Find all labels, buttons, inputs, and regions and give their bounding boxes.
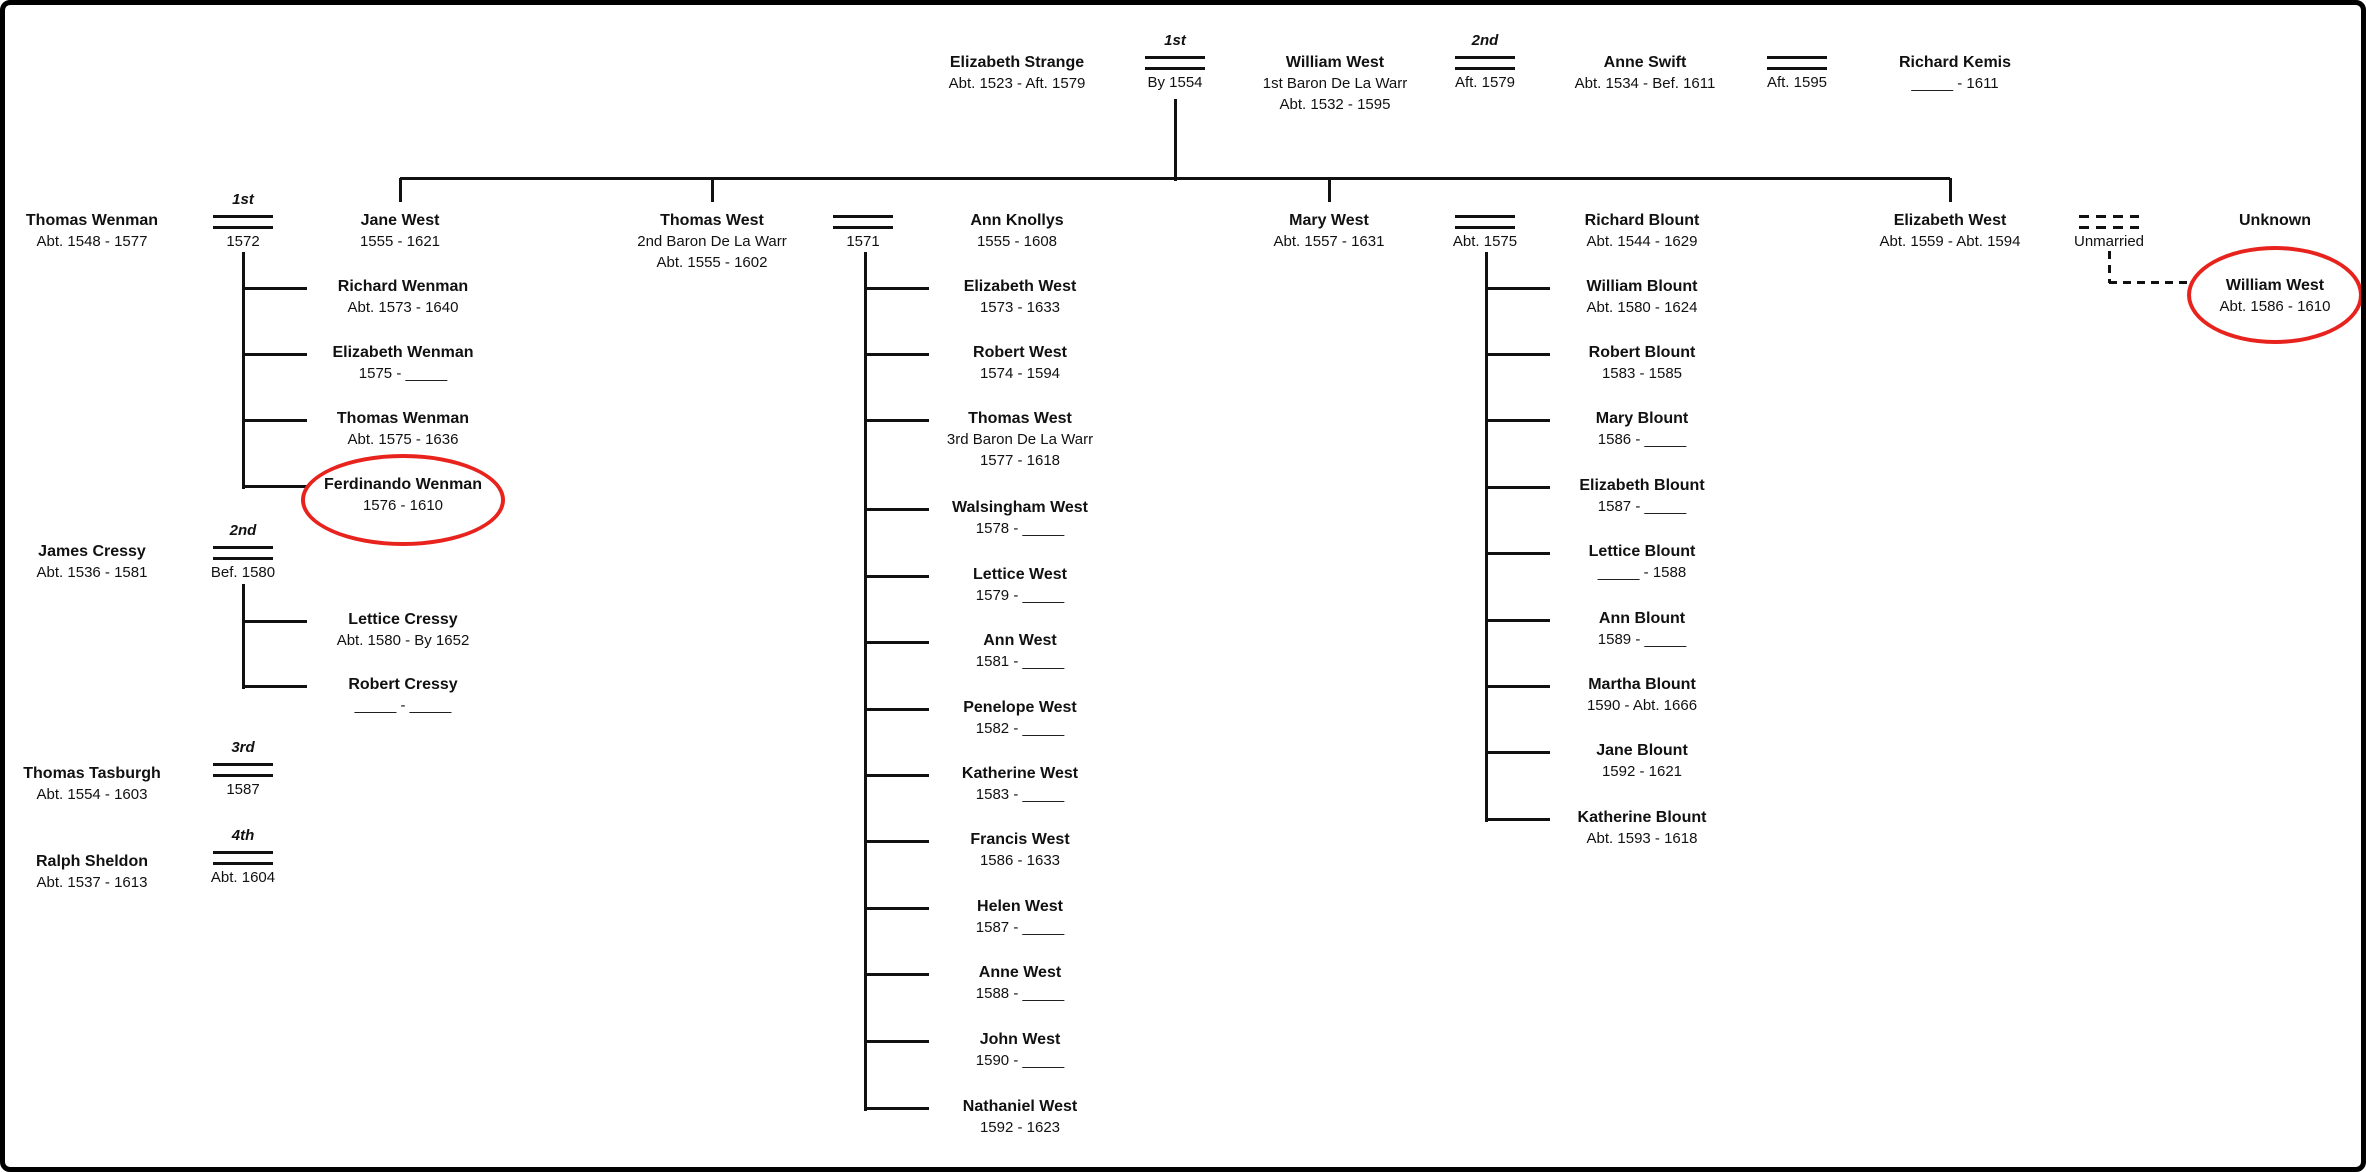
- person-name: Thomas Wenman: [25, 212, 159, 229]
- person-dates: Abt. 1532 - 1595: [1279, 96, 1391, 113]
- person-dates: 1575 - _____: [358, 365, 448, 382]
- person-name: Thomas West: [660, 212, 764, 229]
- person-name: Thomas Tasburgh: [23, 765, 161, 782]
- marriage-ordinal: 2nd: [1471, 32, 1499, 49]
- person-dates: Abt. 1559 - Abt. 1594: [1879, 233, 2021, 250]
- person-name: William Blount: [1586, 278, 1698, 295]
- person-name: Elizabeth Wenman: [332, 344, 474, 361]
- person-dates: Abt. 1580 - By 1652: [336, 632, 470, 649]
- person-dates: _____ - 1611: [1911, 75, 1999, 92]
- person-name: Anne West: [978, 964, 1062, 981]
- person-dates: 1581 - _____: [975, 653, 1065, 670]
- person-name: James Cressy: [38, 543, 146, 560]
- person-name: Helen West: [977, 898, 1063, 915]
- person-dates: 1574 - 1594: [979, 365, 1061, 382]
- marriage-ordinal: 1st: [1164, 32, 1186, 49]
- person-dates: 1576 - 1610: [362, 497, 444, 514]
- person-name: Robert Cressy: [348, 676, 458, 693]
- person-name: Unknown: [2239, 212, 2311, 229]
- person-dates: 1587 - _____: [975, 919, 1065, 936]
- marriage-date: 1587: [226, 781, 260, 798]
- person-dates: 1579 - _____: [975, 587, 1065, 604]
- person-name: Ann Blount: [1598, 610, 1686, 627]
- person-name: Katherine Blount: [1577, 809, 1707, 826]
- person-dates: 1555 - 1608: [976, 233, 1058, 250]
- person-name: Robert Blount: [1588, 344, 1696, 361]
- person-dates: Abt. 1575 - 1636: [347, 431, 459, 448]
- marriage-date: Abt. 1604: [210, 869, 276, 886]
- person-dates: 1583 - _____: [975, 786, 1065, 803]
- person-name: Walsingham West: [951, 499, 1089, 516]
- highlight-circles-layer: [5, 5, 2361, 1167]
- person-dates: 1577 - 1618: [979, 452, 1061, 469]
- person-dates: 1586 - 1633: [979, 852, 1061, 869]
- person-name: Lettice Blount: [1588, 543, 1696, 560]
- person-name: Penelope West: [963, 699, 1077, 716]
- highlight-ellipse-william-west-son-circle: [2187, 246, 2363, 344]
- person-dates: Abt. 1557 - 1631: [1273, 233, 1385, 250]
- marriage-date: Aft. 1595: [1766, 74, 1828, 91]
- person-name: John West: [979, 1031, 1061, 1048]
- person-name: William West: [2225, 277, 2325, 294]
- person-dates: 1588 - _____: [975, 985, 1065, 1002]
- person-dates: 1589 - _____: [1597, 631, 1687, 648]
- person-dates: Abt. 1555 - 1602: [656, 254, 768, 271]
- person-dates: 1st Baron De La Warr: [1262, 75, 1408, 92]
- marriage-date: Aft. 1579: [1454, 74, 1516, 91]
- person-name: Francis West: [970, 831, 1070, 848]
- person-name: Richard Wenman: [337, 278, 469, 295]
- person-dates: 1587 - _____: [1597, 498, 1687, 515]
- person-dates: Abt. 1586 - 1610: [2219, 298, 2331, 315]
- person-name: Thomas Wenman: [336, 410, 470, 427]
- marriage-date: 1572: [226, 233, 260, 250]
- person-dates: 1578 - _____: [975, 520, 1065, 537]
- person-name: Ferdinando Wenman: [324, 476, 482, 493]
- person-dates: 1586 - _____: [1597, 431, 1687, 448]
- person-dates: Abt. 1554 - 1603: [36, 786, 148, 803]
- person-dates: _____ - _____: [354, 697, 452, 714]
- person-dates: 1592 - 1623: [979, 1119, 1061, 1136]
- person-name: Martha Blount: [1588, 676, 1696, 693]
- person-dates: 1592 - 1621: [1601, 763, 1683, 780]
- person-name: Mary West: [1289, 212, 1369, 229]
- person-name: Elizabeth Blount: [1579, 477, 1705, 494]
- marriage-ordinal: 3rd: [231, 739, 255, 756]
- person-dates: 1582 - _____: [975, 720, 1065, 737]
- person-dates: 1590 - Abt. 1666: [1586, 697, 1698, 714]
- person-dates: 2nd Baron De La Warr: [637, 233, 787, 250]
- person-name: Mary Blount: [1595, 410, 1689, 427]
- marriage-date: By 1554: [1147, 74, 1203, 91]
- person-name: Ralph Sheldon: [36, 853, 148, 870]
- marriage-ordinal: 4th: [231, 827, 255, 844]
- person-name: Anne Swift: [1603, 54, 1687, 71]
- person-name: Jane Blount: [1596, 742, 1688, 759]
- person-name: Lettice Cressy: [348, 611, 458, 628]
- marriage-date: Abt. 1575: [1452, 233, 1518, 250]
- person-name: Ann Knollys: [970, 212, 1064, 229]
- person-name: Jane West: [360, 212, 440, 229]
- person-dates: 3rd Baron De La Warr: [946, 431, 1094, 448]
- person-name: Lettice West: [973, 566, 1067, 583]
- person-dates: Abt. 1536 - 1581: [36, 564, 148, 581]
- person-name: Elizabeth West: [963, 278, 1077, 295]
- marriage-date: Unmarried: [2073, 233, 2145, 250]
- person-dates: Abt. 1573 - 1640: [347, 299, 459, 316]
- person-name: Ann West: [983, 632, 1057, 649]
- person-name: Robert West: [973, 344, 1067, 361]
- person-dates: 1590 - _____: [975, 1052, 1065, 1069]
- person-dates: Abt. 1580 - 1624: [1586, 299, 1698, 316]
- person-name: Thomas West: [968, 410, 1072, 427]
- person-name: Richard Kemis: [1898, 54, 2012, 71]
- marriage-ordinal: 2nd: [229, 522, 257, 539]
- person-name: Nathaniel West: [962, 1098, 1078, 1115]
- person-name: Elizabeth Strange: [949, 54, 1085, 71]
- marriage-date: Bef. 1580: [210, 564, 276, 581]
- person-dates: Abt. 1548 - 1577: [36, 233, 148, 250]
- person-dates: 1583 - 1585: [1601, 365, 1683, 382]
- person-dates: Abt. 1544 - 1629: [1586, 233, 1698, 250]
- marriage-date: 1571: [846, 233, 880, 250]
- person-dates: 1573 - 1633: [979, 299, 1061, 316]
- person-dates: Abt. 1537 - 1613: [36, 874, 148, 891]
- person-dates: Abt. 1534 - Bef. 1611: [1574, 75, 1716, 92]
- person-name: Elizabeth West: [1893, 212, 2007, 229]
- highlight-ellipse-ferdinando-wenman-circle: [301, 454, 505, 546]
- person-dates: Abt. 1523 - Aft. 1579: [948, 75, 1086, 92]
- person-name: William West: [1285, 54, 1385, 71]
- person-dates: 1555 - 1621: [359, 233, 441, 250]
- person-name: Richard Blount: [1584, 212, 1700, 229]
- person-dates: Abt. 1593 - 1618: [1586, 830, 1698, 847]
- marriage-ordinal: 1st: [232, 191, 254, 208]
- person-dates: _____ - 1588: [1597, 564, 1687, 581]
- person-name: Katherine West: [961, 765, 1079, 782]
